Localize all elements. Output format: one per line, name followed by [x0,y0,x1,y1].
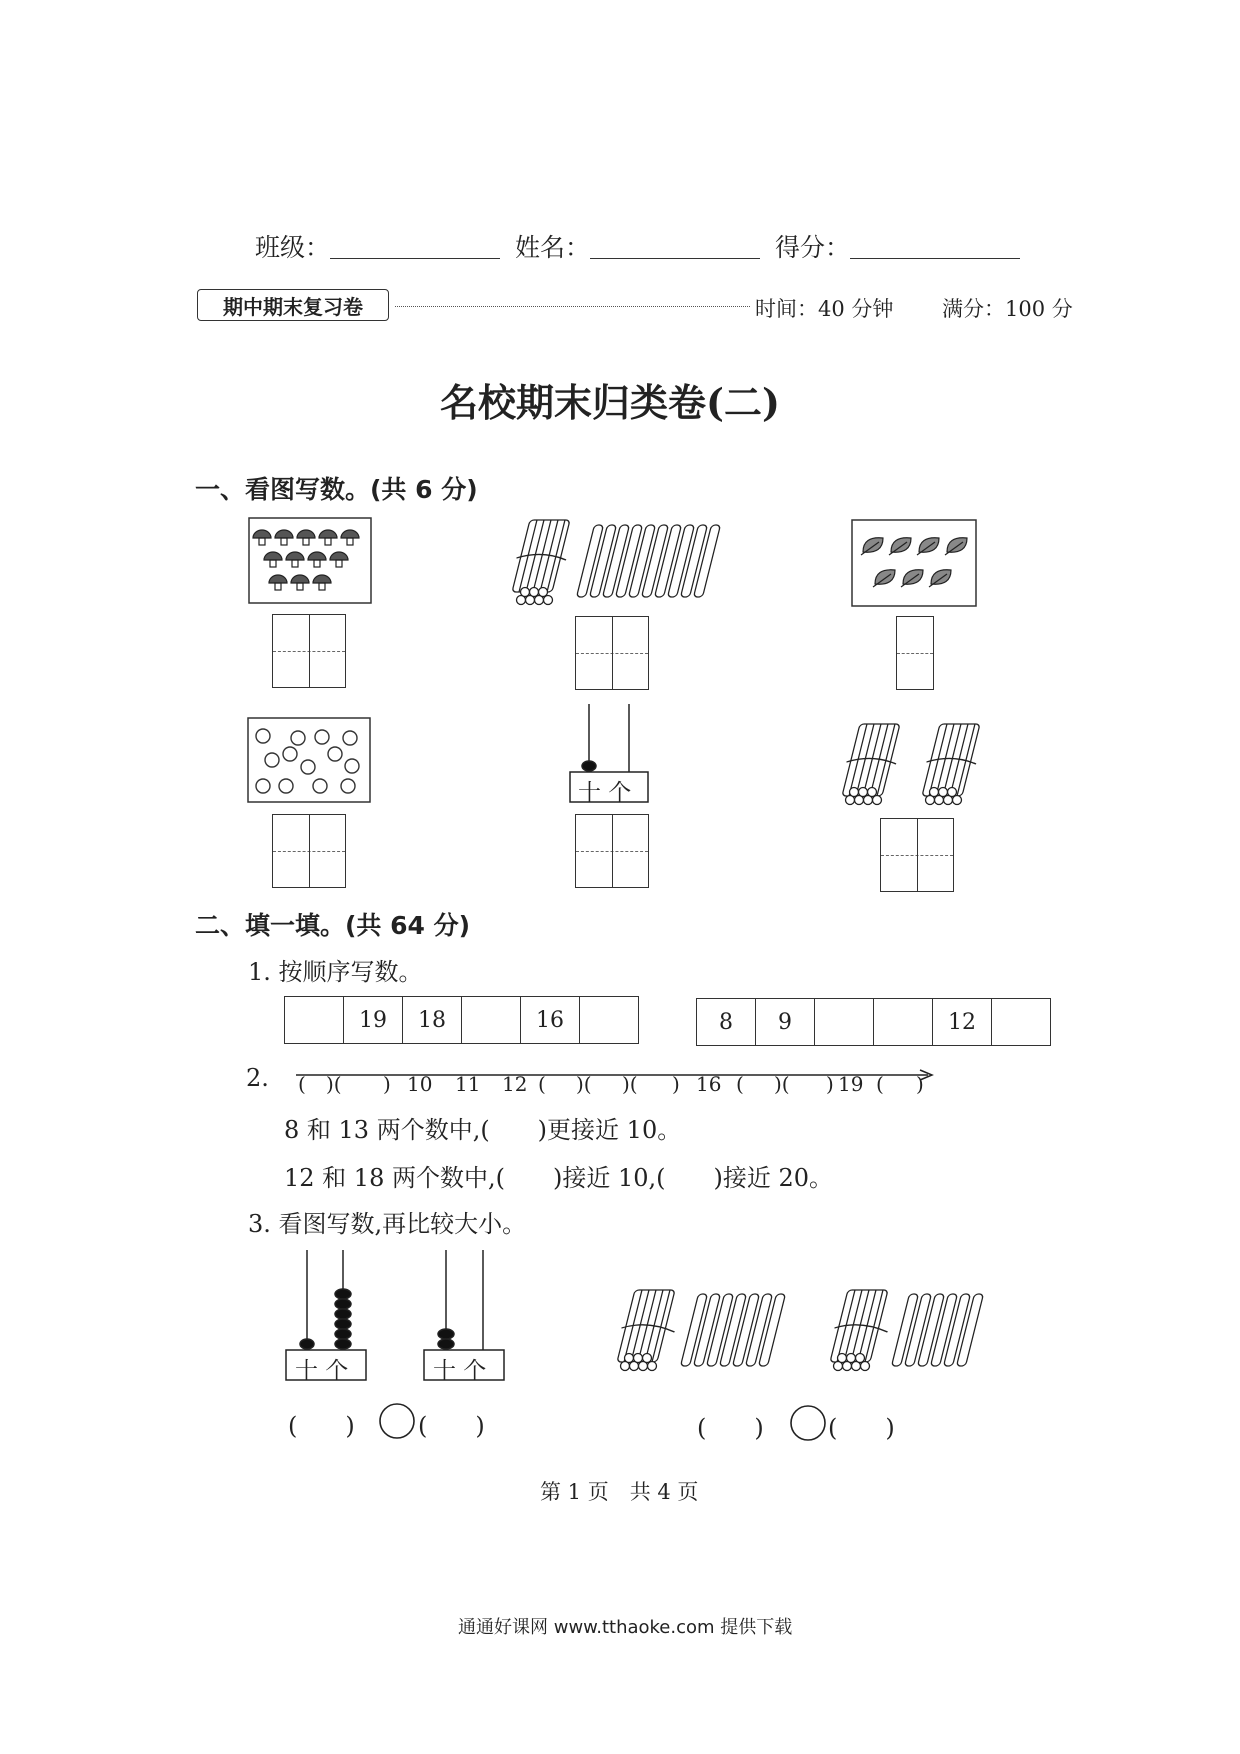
answer-box-circles[interactable] [272,814,346,888]
compare-left-b[interactable]: ( ) [418,1412,485,1440]
numline-label: ) [383,1072,391,1096]
seq-a-cell[interactable] [580,997,638,1043]
answer-box-abacus[interactable] [575,814,649,888]
seq-a-cell: 19 [344,997,403,1043]
sequence-b [696,998,1051,1046]
numline-label: 11 [455,1072,481,1096]
page-number: 第 1 页 共 4 页 [540,1480,699,1504]
numline-label: ( [538,1072,546,1096]
class-label: 班级： [255,233,331,262]
q2-line1: 8 和 13 两个数中,( )更接近 10。 [284,1116,682,1144]
two-bundles-icon [838,724,986,805]
single-sticks-icon [577,525,721,597]
name-label: 姓名： [515,233,591,262]
compare-left-a[interactable]: ( ) [288,1412,355,1440]
numline-label: 16 [696,1072,722,1096]
numline-label: ( [298,1072,306,1096]
numline-label: )( [576,1072,592,1096]
score-label: 得分： [775,233,851,262]
stick-bundle-icon [508,520,576,605]
seq-a-cell[interactable] [285,997,344,1043]
numline-label: 19 [838,1072,864,1096]
numline-label: ) [672,1072,680,1096]
source-note: 通通好课网 www.tthaoke.com 提供下载 [458,1617,793,1638]
exam-time: 时间：40 分钟 [755,297,894,321]
numline-label: ( [876,1072,884,1096]
q1-text: 1. 按顺序写数。 [248,958,423,986]
q2-number: 2. [246,1064,269,1092]
q3-text: 3. 看图写数,再比较大小。 [248,1210,527,1238]
compare-right-a[interactable]: ( ) [697,1414,764,1442]
numline-label: 10 [407,1072,433,1096]
full-score: 满分：100 分 [942,297,1073,321]
mushroom-icons [253,530,359,590]
numline-label: ) [826,1072,834,1096]
leaf-frame [852,520,976,606]
bundle-and-sticks-right [826,1290,983,1371]
seq-a-cell: 18 [403,997,462,1043]
abacus-label-3: 十 个 [433,1358,487,1384]
tag-text: 期中期末复习卷 [223,294,363,319]
compare-circle-right [791,1406,825,1440]
answer-box-mushrooms[interactable] [272,614,346,688]
section2-heading: 二、填一填。(共 64 分) [195,911,471,940]
bundle-and-sticks-left [613,1290,785,1371]
answer-box-sticks[interactable] [575,616,649,690]
q2-line2: 12 和 18 两个数中,( )接近 10,( )接近 20。 [284,1164,834,1192]
numline-label: )( [326,1072,342,1096]
numline-label: ) [916,1072,924,1096]
seq-b-cell: 12 [933,999,992,1045]
numline-label: )( [774,1072,790,1096]
seq-b-cell: 8 [697,999,756,1045]
compare-circle-left [380,1404,414,1438]
page-title: 名校期末归类卷(二) [440,380,780,425]
seq-b-cell: 9 [756,999,815,1045]
numline-label: ( [736,1072,744,1096]
seq-a-cell[interactable] [462,997,521,1043]
numline-label: 12 [502,1072,528,1096]
sequence-a [284,996,639,1044]
compare-right-b[interactable]: ( ) [828,1414,895,1442]
leaf-icons [861,538,967,587]
seq-b-cell[interactable] [874,999,933,1045]
circle-icons [256,729,359,793]
abacus-label-2: 十 个 [295,1358,349,1384]
answer-box-bundles[interactable] [880,818,954,892]
seq-a-cell: 16 [521,997,580,1043]
numline-label: )( [622,1072,638,1096]
answer-box-leaves[interactable] [896,616,934,690]
abacus-label-1: 十 个 [578,780,632,806]
seq-b-cell[interactable] [815,999,874,1045]
seq-b-cell[interactable] [992,999,1050,1045]
section1-heading: 一、看图写数。(共 6 分) [195,475,478,504]
